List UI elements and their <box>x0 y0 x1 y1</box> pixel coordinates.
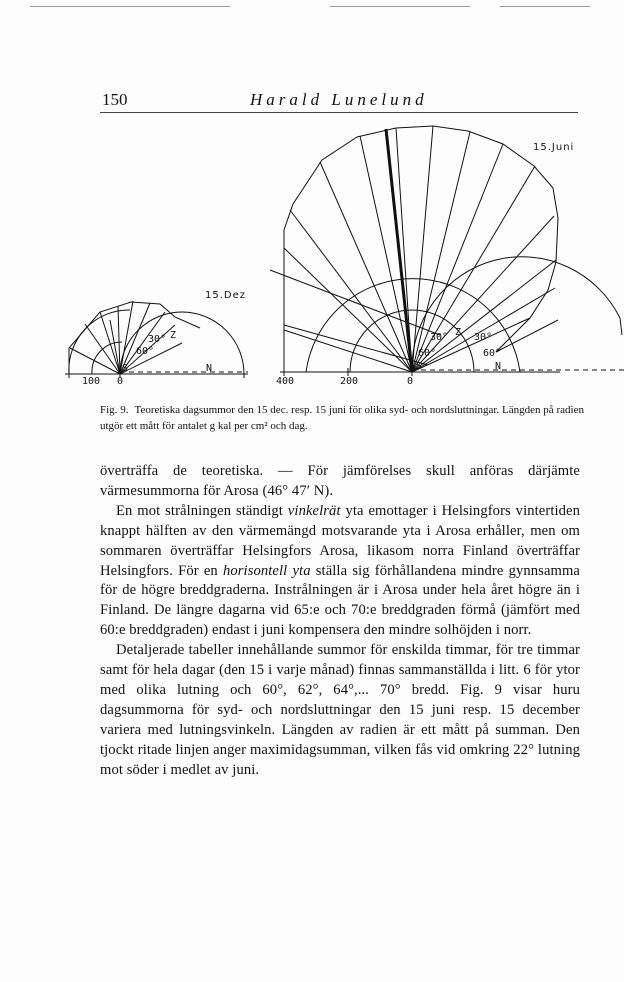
running-title: Harald Lunelund <box>250 90 428 109</box>
left-n-label: N <box>206 363 213 374</box>
left-diagram <box>65 290 248 387</box>
right-chord <box>270 270 440 335</box>
left-s-label: S <box>122 363 129 374</box>
right-angle-30-left-label: 30° <box>430 332 449 343</box>
left-angle-30-label: 30° <box>148 334 167 345</box>
right-s-label: S <box>416 361 423 372</box>
right-date-label: 15.Juni <box>533 142 575 153</box>
page-header <box>100 88 582 114</box>
right-angle-60-left-label: 60° <box>418 348 437 359</box>
right-angle-30-right-label: 30° <box>474 332 493 343</box>
left-angle-60-label: 60° <box>136 346 155 357</box>
header-rule <box>100 112 578 113</box>
right-radius <box>284 330 412 372</box>
right-n-label: N <box>495 361 502 372</box>
right-angle-60-right-label: 60° <box>483 348 502 359</box>
paragraph-3: Detaljerade tabeller innehållande summor för enskilda timmar, för tre timmar samt för hela dagar (den 15 i varje månad) finnas sammanställda i litt. 6 för ytor med olika lutning och 60°, 62°, 64°,... 70° bredd. Fig. 9 visar huru dagsummorna för syd- och nordsluttningar den 15 juni resp. 15 december variera med lutningsvinkeln. Längden av radien är ett mått på summan. Den tjockt ritade linjen anger maximidagsumman, vilken fås vid omkring 22° lutning mot söder i medlet av juni. <box>100 642 580 778</box>
right-radius <box>412 288 555 372</box>
top-edge-mark <box>330 6 470 7</box>
right-axis-0: 0 <box>407 376 414 387</box>
top-edge-mark <box>500 6 590 7</box>
emphasis-vinkelrat: vinkelrät <box>287 502 341 519</box>
right-radius <box>284 248 412 372</box>
top-edge-mark <box>30 6 230 7</box>
right-axis-400: 400 <box>276 376 295 387</box>
paragraph-1: överträffa de teoretiska. — För jämförelses skull anföras därjämte värmesummorna för Arosa (46° 47′ N). <box>100 463 580 499</box>
figure-label: Fig. 9. <box>100 404 129 416</box>
right-radius <box>320 162 412 372</box>
figure-caption <box>100 402 584 434</box>
page-number: 150 <box>102 90 128 109</box>
left-radius <box>85 324 120 374</box>
left-outer-envelope <box>69 302 200 374</box>
right-chord <box>496 320 558 352</box>
left-z-label: Z <box>170 330 177 341</box>
right-north-tail <box>620 318 622 335</box>
left-axis-100: 100 <box>82 376 101 387</box>
right-max-radius <box>386 129 412 372</box>
emphasis-horisontell-yta: horisontell yta <box>222 562 311 579</box>
right-z-label: Z <box>455 327 462 338</box>
body-text <box>100 462 580 781</box>
caption-text: Teoretiska dagsummor den 15 dec. resp. 15 juni för olika syd- och nordsluttningar. Längden på radien utgör ett mått för antalet g kal per cm² och dag. <box>100 404 584 432</box>
left-date-label: 15.Dez <box>205 290 247 301</box>
right-diagram <box>270 126 624 387</box>
left-axis-0: 0 <box>117 376 124 387</box>
paragraph-2: En mot strålningen ständigt vinkelrät yta emottager i Helsingfors vintertiden knappt hälften av den värmemängd motsvarande yta i Arosa erhåller, men om sommaren överträffar Helsingfors Arosa, likasom norra Finland överträffar Helsingfors. För en horisontell yta ställa sig förhållandena mindre gynnsamma för de högre breddgraderna. Instrålningen är i Arosa under hela året högre än i Finland. De längre dagarna vid 65:e och 70:e breddgraden förmå (jämfört med 60:e breddgraden) endast i juni kompensera den mindre solhöjden i norr. <box>100 502 580 639</box>
figure-9 <box>0 120 624 395</box>
right-axis-200: 200 <box>340 376 359 387</box>
